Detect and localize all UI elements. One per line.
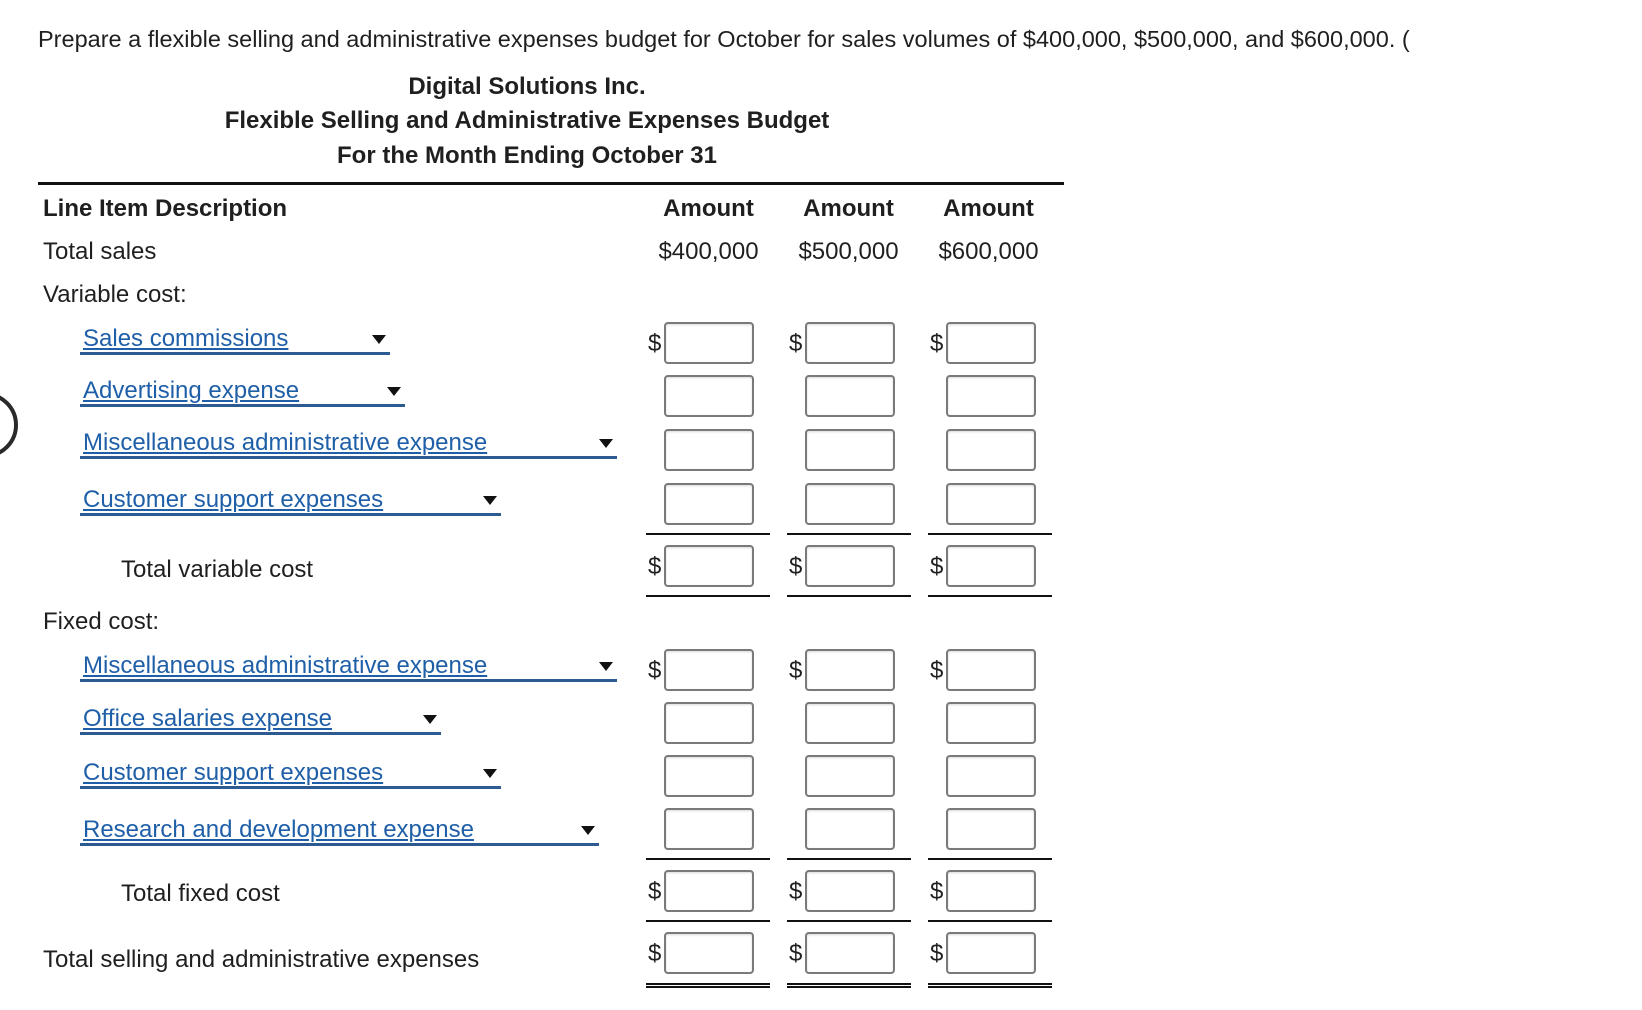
fixed-amount-input[interactable] bbox=[664, 702, 754, 744]
fixed-amount-input[interactable] bbox=[664, 808, 754, 850]
dropdown-selected-label: Customer support expenses bbox=[83, 486, 384, 513]
dropdown-arrow-icon bbox=[599, 662, 613, 671]
variable-amount-input[interactable] bbox=[946, 429, 1036, 471]
dropdown-selected-label: Miscellaneous administrative expense bbox=[83, 429, 488, 456]
double-total-rule bbox=[928, 983, 1052, 988]
dropdown-arrow-icon bbox=[387, 387, 401, 396]
variable-amount-input[interactable] bbox=[805, 483, 895, 525]
dropdown-selected-label: Customer support expenses bbox=[83, 759, 384, 786]
total-fixed-input[interactable] bbox=[946, 870, 1036, 912]
amount-header-1: Amount bbox=[663, 195, 754, 222]
partial-circle-icon bbox=[0, 392, 18, 458]
dollar-sign: $ bbox=[789, 940, 803, 967]
dollar-sign: $ bbox=[789, 657, 803, 684]
grand-total-input[interactable] bbox=[805, 932, 895, 974]
dropdown-arrow-icon bbox=[423, 715, 437, 724]
variable-amount-input[interactable] bbox=[946, 483, 1036, 525]
variable-amount-input[interactable] bbox=[946, 375, 1036, 417]
dollar-sign: $ bbox=[648, 940, 662, 967]
subtotal-rule bbox=[646, 533, 770, 535]
grand-total-label: Total selling and administrative expenses bbox=[43, 946, 480, 973]
fixed-amount-input[interactable] bbox=[805, 702, 895, 744]
fixed-item-dropdown[interactable] bbox=[80, 654, 617, 682]
variable-amount-input[interactable] bbox=[664, 483, 754, 525]
fixed-cost-label: Fixed cost: bbox=[43, 608, 160, 635]
fixed-item-dropdown[interactable] bbox=[80, 707, 441, 735]
total-rule bbox=[928, 595, 1052, 597]
amount-header-3: Amount bbox=[943, 195, 1034, 222]
total-rule bbox=[787, 595, 911, 597]
fixed-amount-input[interactable] bbox=[664, 755, 754, 797]
variable-amount-input[interactable] bbox=[805, 322, 895, 364]
variable-amount-input[interactable] bbox=[664, 375, 754, 417]
variable-amount-input[interactable] bbox=[946, 322, 1036, 364]
fixed-item-dropdown[interactable] bbox=[80, 818, 599, 846]
subtotal-rule bbox=[646, 858, 770, 860]
dollar-sign: $ bbox=[930, 330, 944, 357]
variable-item-dropdown[interactable] bbox=[80, 431, 617, 459]
dollar-sign: $ bbox=[789, 553, 803, 580]
subtotal-rule bbox=[787, 858, 911, 860]
dropdown-selected-label: Miscellaneous administrative expense bbox=[83, 652, 488, 679]
dropdown-arrow-icon bbox=[599, 439, 613, 448]
fixed-item-dropdown[interactable] bbox=[80, 761, 501, 789]
total-rule bbox=[646, 595, 770, 597]
sales-value-1: $400,000 bbox=[658, 238, 759, 265]
total-variable-input[interactable] bbox=[805, 545, 895, 587]
total-fixed-input[interactable] bbox=[664, 870, 754, 912]
sales-value-3: $600,000 bbox=[938, 238, 1039, 265]
double-total-rule bbox=[646, 983, 770, 988]
fixed-amount-input[interactable] bbox=[805, 808, 895, 850]
line-item-header: Line Item Description bbox=[43, 195, 288, 222]
dropdown-arrow-icon bbox=[483, 769, 497, 778]
fixed-amount-input[interactable] bbox=[805, 755, 895, 797]
variable-cost-label: Variable cost: bbox=[43, 281, 187, 308]
dollar-sign: $ bbox=[648, 878, 662, 905]
grand-total-input[interactable] bbox=[946, 932, 1036, 974]
dollar-sign: $ bbox=[930, 878, 944, 905]
total-fixed-label: Total fixed cost bbox=[121, 880, 280, 907]
dollar-sign: $ bbox=[648, 553, 662, 580]
total-variable-input[interactable] bbox=[664, 545, 754, 587]
fixed-amount-input[interactable] bbox=[946, 755, 1036, 797]
total-rule bbox=[928, 920, 1052, 922]
double-total-rule bbox=[787, 983, 911, 988]
dollar-sign: $ bbox=[648, 330, 662, 357]
variable-amount-input[interactable] bbox=[805, 429, 895, 471]
variable-item-dropdown[interactable] bbox=[80, 488, 501, 516]
dropdown-selected-label: Research and development expense bbox=[83, 816, 474, 843]
dropdown-arrow-icon bbox=[483, 496, 497, 505]
total-rule bbox=[646, 920, 770, 922]
budget-period: For the Month Ending October 31 bbox=[337, 142, 717, 169]
variable-item-dropdown[interactable] bbox=[80, 327, 390, 355]
variable-item-dropdown[interactable] bbox=[80, 379, 405, 407]
dollar-sign: $ bbox=[930, 553, 944, 580]
total-variable-input[interactable] bbox=[946, 545, 1036, 587]
dollar-sign: $ bbox=[789, 878, 803, 905]
dollar-sign: $ bbox=[789, 330, 803, 357]
budget-title: Flexible Selling and Administrative Expenses Budget bbox=[224, 107, 830, 134]
company-name: Digital Solutions Inc. bbox=[408, 73, 646, 100]
dropdown-arrow-icon bbox=[372, 335, 386, 344]
header-rule bbox=[38, 182, 1064, 185]
variable-amount-input[interactable] bbox=[805, 375, 895, 417]
fixed-amount-input[interactable] bbox=[664, 649, 754, 691]
fixed-amount-input[interactable] bbox=[946, 702, 1036, 744]
total-sales-label: Total sales bbox=[43, 238, 157, 265]
sales-value-2: $500,000 bbox=[798, 238, 899, 265]
grand-total-input[interactable] bbox=[664, 932, 754, 974]
variable-amount-input[interactable] bbox=[664, 322, 754, 364]
subtotal-rule bbox=[787, 533, 911, 535]
dropdown-arrow-icon bbox=[581, 826, 595, 835]
dollar-sign: $ bbox=[930, 940, 944, 967]
variable-amount-input[interactable] bbox=[664, 429, 754, 471]
dollar-sign: $ bbox=[930, 657, 944, 684]
dropdown-selected-label: Office salaries expense bbox=[83, 705, 333, 732]
subtotal-rule bbox=[928, 858, 1052, 860]
dropdown-selected-label: Advertising expense bbox=[83, 377, 300, 404]
dropdown-selected-label: Sales commissions bbox=[83, 325, 289, 352]
amount-header-2: Amount bbox=[803, 195, 894, 222]
instructions-text: Prepare a flexible selling and administrative expenses budget for October for sales volumes of $400,000, $500,000, and $600,000. ( bbox=[38, 26, 1410, 52]
total-rule bbox=[787, 920, 911, 922]
subtotal-rule bbox=[928, 533, 1052, 535]
fixed-amount-input[interactable] bbox=[946, 808, 1036, 850]
fixed-amount-input[interactable] bbox=[946, 649, 1036, 691]
dollar-sign: $ bbox=[648, 657, 662, 684]
fixed-amount-input[interactable] bbox=[805, 649, 895, 691]
total-variable-label: Total variable cost bbox=[121, 556, 314, 583]
total-fixed-input[interactable] bbox=[805, 870, 895, 912]
